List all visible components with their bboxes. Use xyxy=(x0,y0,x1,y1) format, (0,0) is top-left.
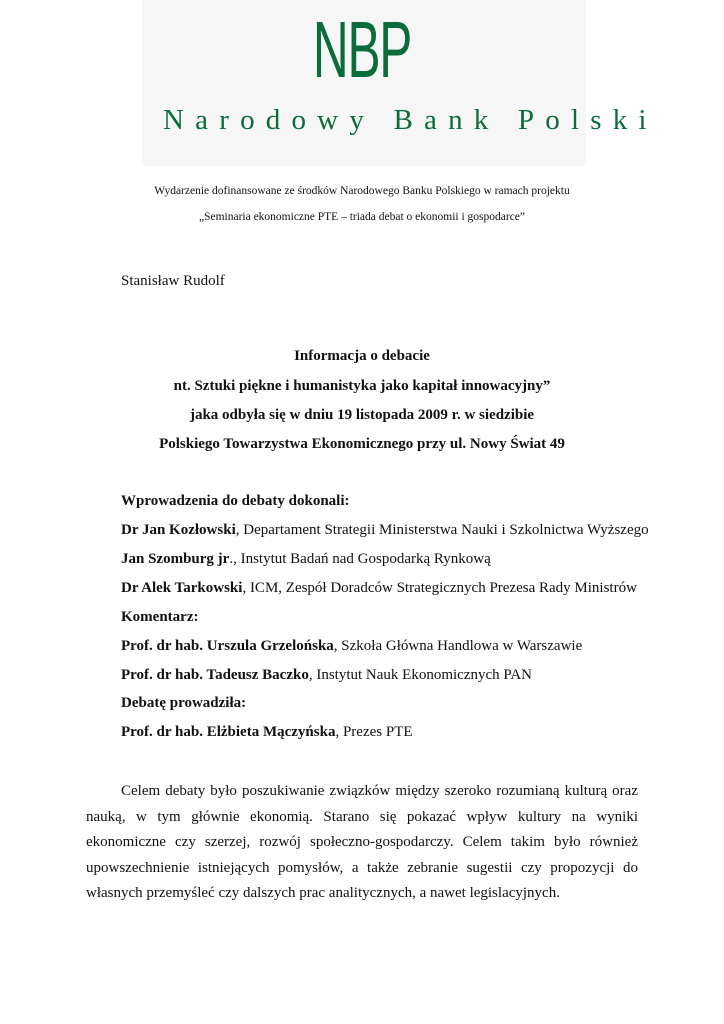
participant-name: Dr Jan Kozłowski xyxy=(121,522,236,538)
title-line-3: jaka odbyła się w dniu 19 listopada 2009 r. w siedzibie xyxy=(189,407,535,423)
comment-heading: Komentarz: xyxy=(121,609,199,625)
participant-affiliation: , Instytut Nauk Ekonomicznych PAN xyxy=(308,667,533,683)
sponsor-line-1: Wydarzenie dofinansowane ze środków Narodowego Banku Polskiego w ramach projektu xyxy=(154,185,570,197)
participant-name: Dr Alek Tarkowski xyxy=(121,580,243,596)
participant-affiliation: , ICM, Zespół Doradców Strategicznych Prezesa Rady Ministrów xyxy=(242,580,637,596)
participant-tarkowski xyxy=(121,579,637,597)
title-line-4: Polskiego Towarzystwa Ekonomicznego przy ul. Nowy Świat 49 xyxy=(159,436,565,452)
author-name: Stanisław Rudolf xyxy=(121,273,225,289)
moderator-heading: Debatę prowadziła: xyxy=(121,695,247,711)
participant-baczko xyxy=(121,666,532,684)
participant-affiliation: , Szkoła Główna Handlowa w Warszawie xyxy=(333,638,583,654)
participant-name: Prof. dr hab. Tadeusz Baczko xyxy=(121,667,309,683)
title-line-2: nt. Sztuki piękne i humanistyka jako kapitał innowacyjny” xyxy=(173,378,551,394)
nbp-logo: NBP xyxy=(312,5,412,94)
participant-affiliation: , Departament Strategii Ministerstwa Nauki i Szkolnictwa Wyższego xyxy=(235,522,649,538)
sponsor-line-2: „Seminaria ekonomiczne PTE – triada debat o ekonomii i gospodarce” xyxy=(198,211,526,223)
body-paragraph: Celem debaty było poszukiwanie związków między szeroko rozumianą kulturą oraz nauką, w tym głównie ekonomią. Starano się pokazać wpływ kultury na wyniki ekonomiczne czy szerzej, rozwój społeczno-gospodarczy. Celem takim było również upowszechnienie istniejących pomysłów, a także zebranie sugestii czy propozycji do własnych przemyśleć czy dalszych prac analitycznych, a nawet legislacyjnych. xyxy=(86,783,638,901)
participant-szomburg xyxy=(121,550,491,568)
participant-name: Prof. dr hab. Elżbieta Mączyńska xyxy=(121,724,336,740)
intro-heading: Wprowadzenia do debaty dokonali: xyxy=(121,493,350,509)
participant-affiliation: ., Instytut Badań nad Gospodarką Rynkową xyxy=(229,551,491,567)
participant-affiliation: , Prezes PTE xyxy=(335,724,413,740)
title-line-1: Informacja o debacie xyxy=(294,348,430,364)
participant-grzelonska xyxy=(121,637,582,655)
participant-name: Prof. dr hab. Urszula Grzelońska xyxy=(121,638,334,654)
participant-name: Jan Szomburg jr xyxy=(121,551,230,567)
bank-name: Narodowy Bank Polski xyxy=(163,104,658,136)
participant-maczynska xyxy=(121,723,413,741)
participant-kozlowski xyxy=(121,521,649,539)
